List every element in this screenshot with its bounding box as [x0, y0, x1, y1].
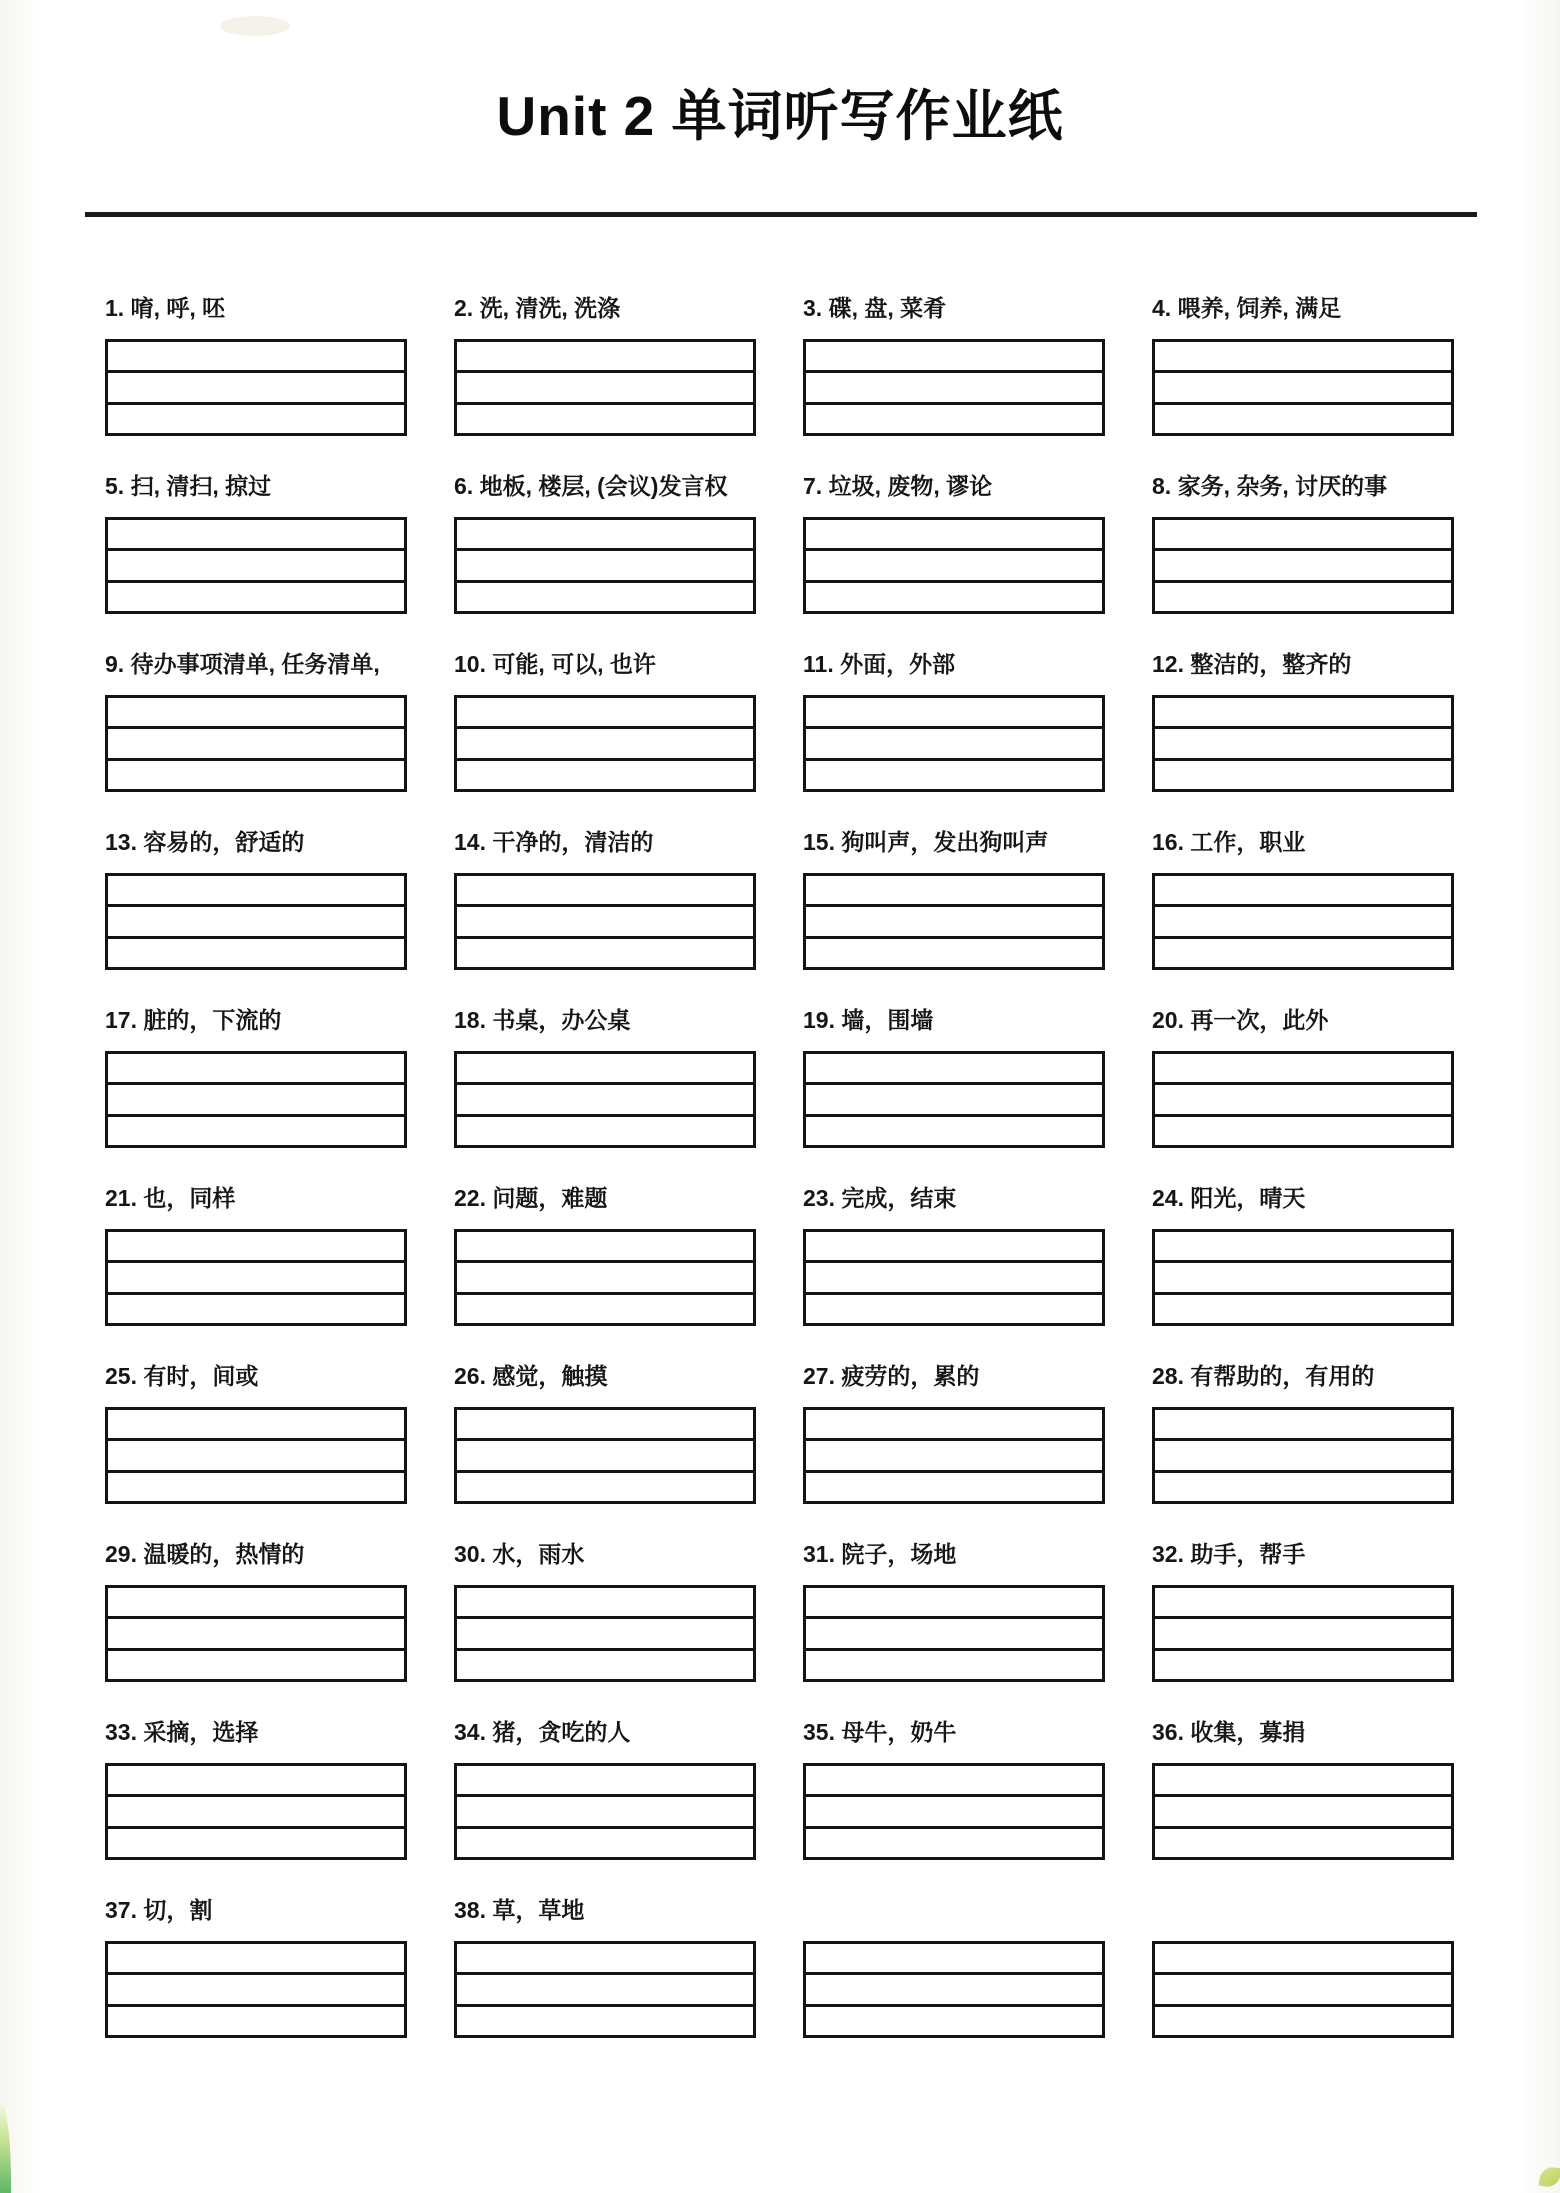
writing-box — [454, 1941, 756, 2038]
writing-line[interactable] — [806, 342, 1102, 370]
writing-box — [454, 695, 756, 792]
word-item — [454, 1895, 756, 2073]
writing-box — [1152, 1229, 1454, 1326]
writing-line[interactable] — [1155, 1054, 1451, 1082]
word-item — [105, 471, 407, 649]
item-label: 37. 切，割 — [105, 1897, 213, 1923]
writing-box — [105, 1585, 407, 1682]
writing-line[interactable] — [457, 1794, 753, 1825]
word-item — [803, 1539, 1105, 1717]
writing-line[interactable] — [108, 2004, 404, 2035]
word-item — [105, 1005, 407, 1183]
writing-line[interactable] — [108, 1826, 404, 1857]
writing-line[interactable] — [1155, 520, 1451, 548]
item-label: 14. 干净的，清洁的 — [454, 829, 654, 855]
writing-box — [1152, 695, 1454, 792]
writing-box — [105, 1941, 407, 2038]
item-label: 27. 疲劳的，累的 — [803, 1363, 980, 1389]
word-item — [1152, 1005, 1454, 1183]
writing-line[interactable] — [108, 1054, 404, 1082]
word-item — [803, 1005, 1105, 1183]
writing-box — [454, 517, 756, 614]
word-item — [454, 471, 756, 649]
writing-box — [803, 339, 1105, 436]
item-label — [803, 1895, 1105, 1925]
word-item — [105, 293, 407, 471]
word-item — [105, 649, 407, 827]
writing-line[interactable] — [108, 1292, 404, 1323]
writing-line[interactable] — [108, 1114, 404, 1145]
word-item — [1152, 1539, 1454, 1717]
item-label: 25. 有时，间或 — [105, 1363, 259, 1389]
writing-line[interactable] — [806, 904, 1102, 935]
item-label: 15. 狗叫声，发出狗叫声 — [803, 829, 1049, 855]
writing-line[interactable] — [1155, 1232, 1451, 1260]
item-label: 5. 扫, 清扫, 掠过 — [105, 473, 272, 499]
writing-line[interactable] — [108, 370, 404, 401]
writing-line[interactable] — [806, 758, 1102, 789]
item-label: 4. 喂养, 饲养, 满足 — [1152, 295, 1342, 321]
writing-box — [803, 1407, 1105, 1504]
writing-line[interactable] — [1155, 1826, 1451, 1857]
writing-line[interactable] — [457, 1972, 753, 2003]
writing-line[interactable] — [806, 1794, 1102, 1825]
writing-box — [803, 1585, 1105, 1682]
writing-line[interactable] — [457, 876, 753, 904]
item-label: 8. 家务, 杂务, 讨厌的事 — [1152, 473, 1388, 499]
item-label: 18. 书桌，办公桌 — [454, 1007, 631, 1033]
writing-line[interactable] — [457, 698, 753, 726]
writing-line[interactable] — [1155, 1794, 1451, 1825]
word-item — [1152, 1895, 1454, 2073]
writing-line[interactable] — [806, 520, 1102, 548]
item-label: 35. 母牛，奶牛 — [803, 1719, 957, 1745]
writing-line[interactable] — [108, 1944, 404, 1972]
writing-line[interactable] — [1155, 1972, 1451, 2003]
writing-line[interactable] — [457, 580, 753, 611]
word-item — [803, 649, 1105, 827]
writing-box — [105, 339, 407, 436]
writing-line[interactable] — [1155, 1470, 1451, 1501]
writing-line[interactable] — [1155, 2004, 1451, 2035]
item-label: 20. 再一次，此外 — [1152, 1007, 1329, 1033]
item-label: 10. 可能, 可以, 也许 — [454, 651, 656, 677]
writing-box — [105, 1229, 407, 1326]
item-label: 33. 采摘，选择 — [105, 1719, 259, 1745]
writing-line[interactable] — [457, 1260, 753, 1291]
writing-box — [803, 1229, 1105, 1326]
writing-line[interactable] — [108, 402, 404, 433]
writing-line[interactable] — [108, 1438, 404, 1469]
writing-line[interactable] — [1155, 1438, 1451, 1469]
writing-line[interactable] — [1155, 1648, 1451, 1679]
writing-line[interactable] — [108, 1972, 404, 2003]
word-item — [454, 1005, 756, 1183]
writing-box — [1152, 1763, 1454, 1860]
writing-line[interactable] — [108, 698, 404, 726]
writing-box — [454, 1051, 756, 1148]
item-label: 32. 助手，帮手 — [1152, 1541, 1306, 1567]
writing-box — [803, 1941, 1105, 2038]
writing-line[interactable] — [806, 1292, 1102, 1323]
writing-line[interactable] — [457, 1616, 753, 1647]
item-label: 6. 地板, 楼层, (会议)发言权 — [454, 473, 728, 499]
writing-line[interactable] — [806, 936, 1102, 967]
word-item — [454, 293, 756, 471]
writing-line[interactable] — [457, 1082, 753, 1113]
word-item — [803, 471, 1105, 649]
word-item — [454, 1717, 756, 1895]
worksheet-grid — [105, 293, 1455, 2073]
writing-line[interactable] — [806, 1766, 1102, 1794]
word-item — [454, 649, 756, 827]
writing-line[interactable] — [1155, 1260, 1451, 1291]
item-label: 3. 碟, 盘, 菜肴 — [803, 295, 947, 321]
word-item — [105, 1895, 407, 2073]
writing-line[interactable] — [806, 1972, 1102, 2003]
writing-line[interactable] — [457, 1648, 753, 1679]
item-label: 30. 水，雨水 — [454, 1541, 585, 1567]
writing-line[interactable] — [457, 1232, 753, 1260]
writing-line[interactable] — [1155, 1944, 1451, 1972]
word-item — [454, 1183, 756, 1361]
title-divider — [85, 212, 1477, 217]
word-item — [803, 827, 1105, 1005]
writing-line[interactable] — [108, 876, 404, 904]
writing-line[interactable] — [806, 698, 1102, 726]
item-label: 9. 待办事项清单, 任务清单, — [105, 651, 380, 677]
writing-line[interactable] — [1155, 1114, 1451, 1145]
writing-box — [454, 1229, 756, 1326]
item-label: 23. 完成，结束 — [803, 1185, 957, 1211]
writing-line[interactable] — [1155, 876, 1451, 904]
word-item — [454, 1361, 756, 1539]
item-label: 7. 垃圾, 废物, 谬论 — [803, 473, 993, 499]
writing-line[interactable] — [806, 1114, 1102, 1145]
writing-box — [1152, 873, 1454, 970]
writing-line[interactable] — [108, 520, 404, 548]
word-item — [454, 827, 756, 1005]
writing-line[interactable] — [457, 548, 753, 579]
writing-line[interactable] — [457, 1588, 753, 1616]
leaf-decoration-left — [0, 2103, 11, 2193]
writing-line[interactable] — [806, 1616, 1102, 1647]
writing-line[interactable] — [1155, 936, 1451, 967]
word-item — [105, 1539, 407, 1717]
word-item — [803, 293, 1105, 471]
word-item — [105, 1183, 407, 1361]
writing-box — [105, 517, 407, 614]
writing-box — [454, 1407, 756, 1504]
writing-line[interactable] — [806, 1826, 1102, 1857]
writing-line[interactable] — [457, 1944, 753, 1972]
writing-line[interactable] — [457, 726, 753, 757]
word-item — [1152, 649, 1454, 827]
writing-line[interactable] — [806, 2004, 1102, 2035]
writing-line[interactable] — [806, 370, 1102, 401]
writing-box — [105, 1051, 407, 1148]
writing-line[interactable] — [108, 1470, 404, 1501]
writing-line[interactable] — [806, 726, 1102, 757]
writing-line[interactable] — [806, 1260, 1102, 1291]
item-label — [1152, 1895, 1454, 1925]
writing-box — [1152, 517, 1454, 614]
writing-box — [803, 1763, 1105, 1860]
writing-line[interactable] — [457, 370, 753, 401]
writing-line[interactable] — [457, 1410, 753, 1438]
writing-box — [105, 873, 407, 970]
writing-line[interactable] — [1155, 402, 1451, 433]
writing-line[interactable] — [108, 1260, 404, 1291]
writing-line[interactable] — [806, 876, 1102, 904]
page-title: Unit 2 单词听写作业纸 — [496, 85, 1064, 147]
writing-line[interactable] — [108, 342, 404, 370]
item-label: 28. 有帮助的，有用的 — [1152, 1363, 1375, 1389]
item-label: 31. 院子，场地 — [803, 1541, 957, 1567]
item-label: 36. 收集，募捐 — [1152, 1719, 1306, 1745]
word-item — [1152, 471, 1454, 649]
word-item — [803, 1895, 1105, 2073]
word-item — [105, 827, 407, 1005]
writing-line[interactable] — [457, 2004, 753, 2035]
writing-line[interactable] — [1155, 1082, 1451, 1113]
writing-line[interactable] — [108, 1794, 404, 1825]
item-label: 16. 工作，职业 — [1152, 829, 1306, 855]
writing-box — [454, 1763, 756, 1860]
writing-line[interactable] — [108, 936, 404, 967]
item-label: 29. 温暖的，热情的 — [105, 1541, 305, 1567]
writing-line[interactable] — [457, 1054, 753, 1082]
writing-box — [1152, 1051, 1454, 1148]
writing-box — [454, 1585, 756, 1682]
writing-line[interactable] — [806, 1082, 1102, 1113]
writing-line[interactable] — [108, 1410, 404, 1438]
writing-box — [454, 339, 756, 436]
writing-line[interactable] — [457, 1470, 753, 1501]
word-item — [803, 1717, 1105, 1895]
item-label: 11. 外面，外部 — [803, 651, 956, 677]
writing-line[interactable] — [108, 1648, 404, 1679]
item-label: 12. 整洁的，整齐的 — [1152, 651, 1352, 677]
writing-line[interactable] — [806, 1438, 1102, 1469]
writing-line[interactable] — [108, 1082, 404, 1113]
writing-line[interactable] — [806, 1410, 1102, 1438]
writing-line[interactable] — [108, 548, 404, 579]
writing-box — [1152, 339, 1454, 436]
item-label: 1. 唷, 呼, 呸 — [105, 295, 226, 321]
writing-line[interactable] — [806, 548, 1102, 579]
writing-line[interactable] — [806, 1232, 1102, 1260]
item-label: 19. 墙，围墙 — [803, 1007, 934, 1033]
writing-line[interactable] — [457, 520, 753, 548]
writing-line[interactable] — [457, 758, 753, 789]
writing-line[interactable] — [108, 758, 404, 789]
writing-line[interactable] — [108, 1588, 404, 1616]
writing-line[interactable] — [1155, 1766, 1451, 1794]
writing-line[interactable] — [1155, 904, 1451, 935]
item-label: 22. 问题，难题 — [454, 1185, 608, 1211]
writing-box — [454, 873, 756, 970]
writing-box — [803, 695, 1105, 792]
item-label: 38. 草，草地 — [454, 1897, 585, 1923]
writing-line[interactable] — [457, 1114, 753, 1145]
writing-line[interactable] — [1155, 1616, 1451, 1647]
writing-box — [1152, 1585, 1454, 1682]
writing-line[interactable] — [108, 580, 404, 611]
writing-line[interactable] — [806, 1054, 1102, 1082]
writing-line[interactable] — [1155, 698, 1451, 726]
word-item — [803, 1361, 1105, 1539]
writing-line[interactable] — [1155, 1410, 1451, 1438]
writing-box — [105, 695, 407, 792]
item-label: 17. 脏的，下流的 — [105, 1007, 282, 1033]
writing-line[interactable] — [457, 1766, 753, 1794]
word-item — [1152, 293, 1454, 471]
word-item — [1152, 1183, 1454, 1361]
word-item — [1152, 827, 1454, 1005]
writing-line[interactable] — [457, 936, 753, 967]
writing-line[interactable] — [108, 904, 404, 935]
item-label: 21. 也，同样 — [105, 1185, 236, 1211]
item-label: 2. 洗, 清洗, 洗涤 — [454, 295, 621, 321]
writing-line[interactable] — [1155, 726, 1451, 757]
writing-box — [105, 1407, 407, 1504]
writing-line[interactable] — [1155, 758, 1451, 789]
writing-line[interactable] — [108, 1766, 404, 1794]
writing-line[interactable] — [457, 1292, 753, 1323]
word-item — [803, 1183, 1105, 1361]
paper-smudge — [220, 16, 290, 36]
writing-line[interactable] — [1155, 1588, 1451, 1616]
writing-box — [803, 1051, 1105, 1148]
writing-line[interactable] — [1155, 548, 1451, 579]
writing-box — [803, 873, 1105, 970]
word-item — [1152, 1717, 1454, 1895]
word-item — [1152, 1361, 1454, 1539]
writing-line[interactable] — [457, 402, 753, 433]
item-label: 24. 阳光，晴天 — [1152, 1185, 1306, 1211]
writing-line[interactable] — [1155, 370, 1451, 401]
writing-box — [105, 1763, 407, 1860]
writing-line[interactable] — [1155, 342, 1451, 370]
writing-box — [1152, 1407, 1454, 1504]
item-label: 13. 容易的，舒适的 — [105, 829, 305, 855]
word-item — [105, 1361, 407, 1539]
writing-line[interactable] — [457, 1438, 753, 1469]
writing-line[interactable] — [806, 402, 1102, 433]
writing-line[interactable] — [806, 580, 1102, 611]
item-label: 26. 感觉，触摸 — [454, 1363, 608, 1389]
writing-line[interactable] — [457, 342, 753, 370]
writing-line[interactable] — [108, 726, 404, 757]
writing-line[interactable] — [457, 904, 753, 935]
writing-box — [1152, 1941, 1454, 2038]
writing-line[interactable] — [806, 1588, 1102, 1616]
item-label: 34. 猪，贪吃的人 — [454, 1719, 631, 1745]
writing-line[interactable] — [108, 1616, 404, 1647]
writing-line[interactable] — [108, 1232, 404, 1260]
writing-line[interactable] — [457, 1826, 753, 1857]
word-item — [454, 1539, 756, 1717]
leaf-decoration-right — [1539, 2166, 1560, 2189]
writing-line[interactable] — [806, 1648, 1102, 1679]
writing-line[interactable] — [1155, 580, 1451, 611]
writing-box — [803, 517, 1105, 614]
writing-line[interactable] — [806, 1944, 1102, 1972]
word-item — [105, 1717, 407, 1895]
writing-line[interactable] — [1155, 1292, 1451, 1323]
writing-line[interactable] — [806, 1470, 1102, 1501]
